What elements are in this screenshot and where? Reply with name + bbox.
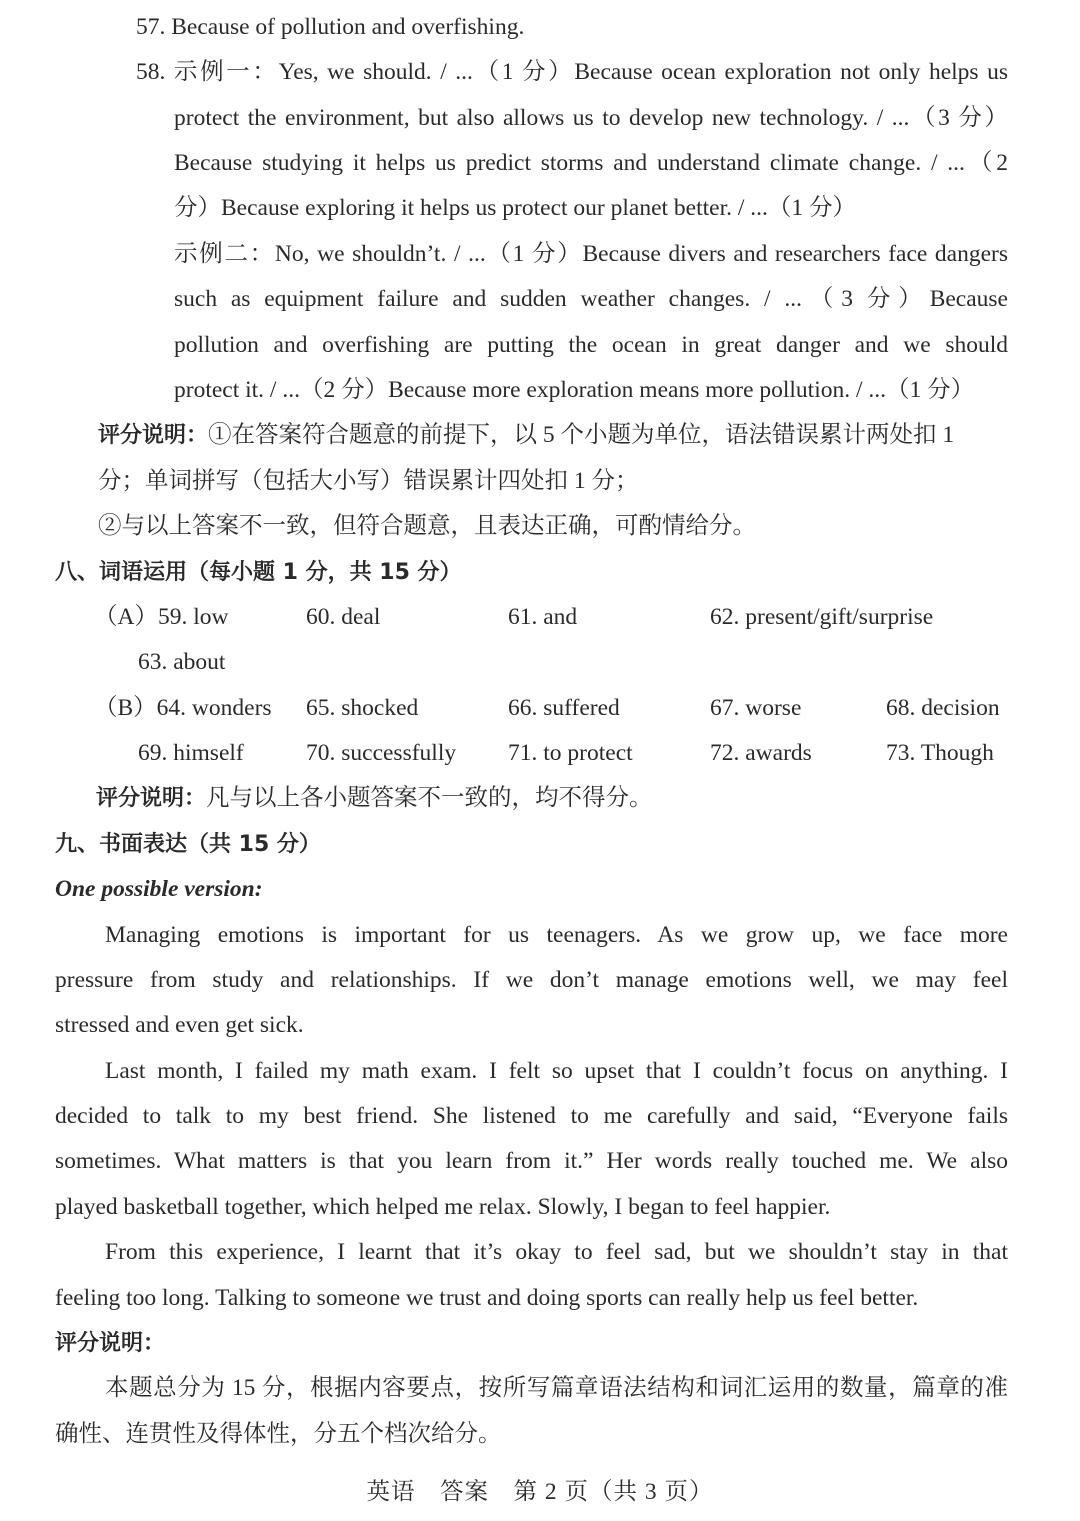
answer-58-line-7: pollution and overfishing are putting the ocean in great danger and we should xyxy=(174,332,1008,358)
answer-70: 70. successfully xyxy=(306,740,457,766)
scoring-note-9-line-2: 确性、连贯性及得体性，分五个档次给分。 xyxy=(55,1421,502,1447)
scoring-text: ①在答案符合题意的前提下，以 5 个小题为单位，语法错误累计两处扣 1 xyxy=(208,422,955,448)
answer-65: 65. shocked xyxy=(306,695,419,721)
answer-67: 67. worse xyxy=(710,695,802,721)
scoring-label: 评分说明： xyxy=(98,423,209,448)
answer-58-line-5: 示例二：No, we shouldn’t. / ...（1 分）Because divers and researchers face dangers xyxy=(174,241,1008,267)
answer-72: 72. awards xyxy=(710,740,812,766)
scoring-note-8 xyxy=(96,776,653,821)
answer-58-line-8: protect it. / ...（2 分）Because more exploration means more pollution. / ...（1 分） xyxy=(174,377,975,403)
scoring-note-7-line-1 xyxy=(98,413,1008,458)
scoring-text: 凡与以上各小题答案不一致的，均不得分。 xyxy=(206,785,653,811)
scoring-note-7-line-3: ②与以上答案不一致，但符合题意，且表达正确，可酌情给分。 xyxy=(98,513,756,539)
scoring-label: 评分说明： xyxy=(96,786,207,811)
answer-60: 60. deal xyxy=(306,604,381,630)
answer-58-line-1: 58. 示例一：Yes, we should. / ...（1 分）Because ocean exploration not only helps us xyxy=(136,59,1008,85)
essay-p1-line-1: Managing emotions is important for us teenagers. As we grow up, we face more xyxy=(105,922,1008,948)
answer-62: 62. present/gift/surprise xyxy=(710,604,934,630)
page-footer: 英语 答案 第 2 页（共 3 页） xyxy=(366,1479,714,1505)
essay-p1-line-3: stressed and even get sick. xyxy=(55,1012,304,1038)
essay-p1-line-2: pressure from study and relationships. If we don’t manage emotions well, we may feel xyxy=(55,967,1008,993)
answer-58-line-6: such as equipment failure and sudden weather changes. / ...（3 分）Because xyxy=(174,286,1008,312)
answer-61: 61. and xyxy=(508,604,578,630)
answer-73: 73. Though xyxy=(886,740,994,766)
answer-63: 63. about xyxy=(138,649,226,675)
answer-59: （A）59. low xyxy=(94,604,229,630)
answer-57: 57. Because of pollution and overfishing. xyxy=(136,14,525,40)
essay-p3-line-1: From this experience, I learnt that it’s okay to feel sad, but we shouldn’t stay in that xyxy=(105,1239,1008,1265)
essay-p2-line-3: sometimes. What matters is that you learn from it.” Her words really touched me. We also xyxy=(55,1148,1008,1174)
essay-p2-line-2: decided to talk to my best friend. She listened to me carefully and said, “Everyone fails xyxy=(55,1103,1008,1129)
section-8-heading: 八、词语运用（每小题 1 分，共 15 分） xyxy=(55,560,462,585)
essay-p2-line-4: played basketball together, which helped me relax. Slowly, I began to feel happier. xyxy=(55,1194,831,1220)
answer-58-line-2: protect the environment, but also allows us to develop new technology. / ...（3 分） xyxy=(174,105,1008,131)
answer-58-line-3: Because studying it helps us predict storms and understand climate change. / ...（2 xyxy=(174,150,1008,176)
answer-68: 68. decision xyxy=(886,695,1000,721)
answer-66: 66. suffered xyxy=(508,695,620,721)
essay-p2-line-1: Last month, I failed my math exam. I felt so upset that I couldn’t focus on anything. I xyxy=(105,1058,1008,1084)
essay-p3-line-2: feeling too long. Talking to someone we trust and doing sports can really help us feel better. xyxy=(55,1285,919,1311)
answer-58-line-4: 分）Because exploring it helps us protect our planet better. / ...（1 分） xyxy=(174,195,857,221)
scoring-label-9: 评分说明： xyxy=(55,1331,166,1356)
answer-69: 69. himself xyxy=(138,740,244,766)
scoring-note-9-line-1: 本题总分为 15 分，根据内容要点，按所写篇章语法结构和词汇运用的数量，篇章的准 xyxy=(105,1375,1008,1401)
section-9-heading: 九、书面表达（共 15 分） xyxy=(55,832,321,857)
possible-version-label: One possible version: xyxy=(55,876,263,902)
scoring-note-7-line-2: 分；单词拼写（包括大小写）错误累计四处扣 1 分； xyxy=(98,468,639,494)
answer-64: （B）64. wonders xyxy=(94,695,272,721)
answer-71: 71. to protect xyxy=(508,740,633,766)
